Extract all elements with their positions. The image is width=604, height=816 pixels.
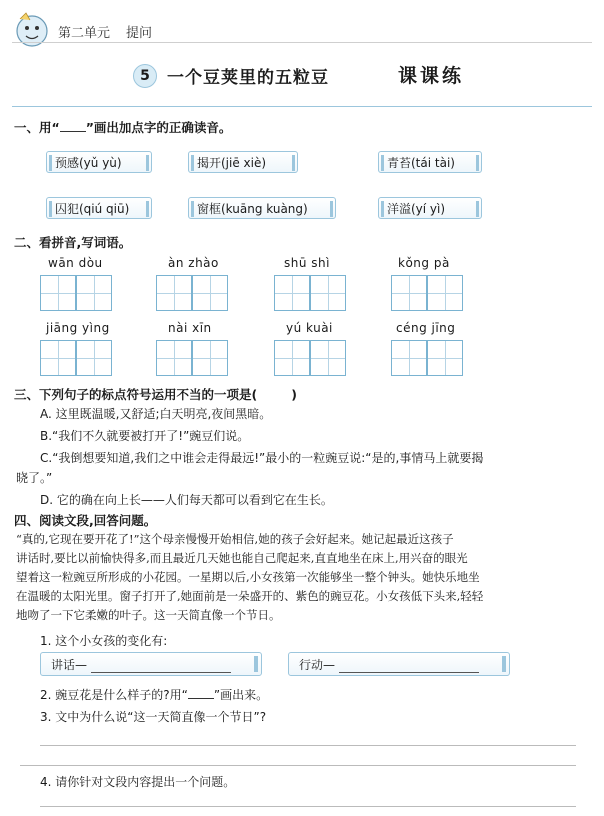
pinyin-prompt: shū shì — [284, 256, 330, 270]
question-2-prefix: 2. 豌豆花是什么样子的?用“ — [40, 688, 188, 702]
passage-line: 在温暖的太阳光里。窗子打开了,她面前是一朵盛开的、紫色的豌豆花。小女孩低下头来,轻轻 — [16, 589, 484, 603]
pinyin-choice-box[interactable] — [46, 197, 152, 219]
option-c-continued: 晓了。” — [16, 471, 53, 485]
answer-writing-line[interactable] — [20, 765, 576, 766]
passage-line: “真的,它现在要开花了!”这个母亲慢慢开始相信,她的孩子会好起来。她记起最近这孩子 — [16, 532, 454, 546]
answer-box-speech[interactable] — [40, 652, 262, 676]
option-c: C.“我倒想要知道,我们之中谁会走得最远!”最小的一粒豌豆说:“是的,事情马上就要揭 — [40, 451, 484, 465]
section3-title — [14, 385, 297, 403]
question-4: 4. 请你针对文段内容提出一个问题。 — [40, 775, 236, 789]
section1-title-suffix: ”画出加点字的正确读音。 — [85, 120, 232, 135]
section1-title — [14, 118, 231, 136]
pinyin-choice-text: 预感(yǔ yù) — [55, 156, 122, 170]
underline-blank — [188, 686, 214, 699]
writing-grid-cell[interactable] — [391, 340, 427, 376]
answer-fill-line[interactable] — [91, 658, 231, 673]
pinyin-choice-box[interactable] — [378, 151, 482, 173]
pinyin-prompt: nài xīn — [168, 321, 212, 335]
writing-grid-cell[interactable] — [274, 340, 310, 376]
writing-grid-cell[interactable] — [274, 275, 310, 311]
mascot-icon — [12, 10, 52, 50]
answer-writing-line[interactable] — [40, 806, 576, 807]
pinyin-choice-box[interactable] — [46, 151, 152, 173]
writing-grid-cell[interactable] — [310, 340, 346, 376]
option-b: B.“我们不久就要被打开了!”豌豆们说。 — [40, 429, 250, 443]
pinyin-choice-text: 囚犯(qiú qiū) — [55, 202, 130, 216]
passage-line: 讲话时,要比以前愉快得多,而且最近几天她也能自己爬起来,直直地坐在床上,用兴奋的眼光 — [16, 551, 468, 565]
answer-box-label: 行动— — [299, 658, 336, 672]
writing-grid-cell[interactable] — [156, 340, 192, 376]
writing-grid-cell[interactable] — [427, 340, 463, 376]
writing-grid-cell[interactable] — [192, 275, 228, 311]
writing-grid-cell[interactable] — [192, 340, 228, 376]
question-2 — [40, 686, 268, 703]
section3-title-end: ) — [291, 387, 297, 402]
question-1: 1. 这个小女孩的变化有: — [40, 634, 168, 648]
section4-title: 四、阅读文段,回答问题。 — [14, 513, 157, 528]
pinyin-choice-box[interactable] — [188, 197, 336, 219]
answer-fill-line[interactable] — [339, 658, 479, 673]
unit-name: 第二单元 — [58, 26, 111, 41]
pinyin-prompt: yú kuài — [286, 321, 333, 335]
question-2-suffix: ”画出来。 — [213, 688, 269, 702]
pinyin-prompt: àn zhào — [168, 256, 219, 270]
underline-blank — [60, 119, 86, 132]
unit-label — [58, 22, 152, 41]
option-d: D. 它的确在向上长——人们每天都可以看到它在生长。 — [40, 493, 333, 507]
lesson-number-badge: 5 — [133, 64, 157, 88]
pinyin-prompt: wān dòu — [48, 256, 103, 270]
writing-grid-cell[interactable] — [76, 340, 112, 376]
writing-grid-cell[interactable] — [427, 275, 463, 311]
section1-title-prefix: 一、用“ — [14, 120, 60, 135]
reading-passage — [16, 530, 590, 625]
answer-box-action[interactable] — [288, 652, 510, 676]
writing-grid-cell[interactable] — [391, 275, 427, 311]
lesson-title: 一个豆荚里的五粒豆 — [167, 68, 329, 88]
writing-grid-cell[interactable] — [40, 275, 76, 311]
option-a: A. 这里既温暖,又舒适;白天明亮,夜间黑暗。 — [40, 407, 272, 421]
answer-writing-line[interactable] — [40, 745, 576, 746]
pinyin-prompt: kǒng pà — [398, 256, 450, 270]
writing-grid-cell[interactable] — [156, 275, 192, 311]
pinyin-choice-box[interactable] — [378, 197, 482, 219]
unit-theme: 提问 — [126, 26, 153, 41]
pinyin-choice-text: 青苔(tái tài) — [387, 156, 455, 170]
header-divider — [12, 42, 592, 43]
question-3: 3. 文中为什么说“这一天简直像一个节日”? — [40, 710, 267, 724]
writing-grid-cell[interactable] — [40, 340, 76, 376]
passage-line: 望着这一粒豌豆所形成的小花园。一星期以后,小女孩第一次能够坐一整个钟头。她快乐地坐 — [16, 570, 480, 584]
brand-title: 课课练 — [398, 65, 465, 87]
answer-box-label: 讲话— — [51, 658, 88, 672]
passage-line: 地吻了一下它柔嫩的叶子。这一天简直像一个节日。 — [16, 608, 281, 622]
pinyin-choice-box[interactable] — [188, 151, 298, 173]
section2-title: 二、看拼音,写词语。 — [14, 235, 132, 250]
pinyin-choice-text: 窗框(kuāng kuàng) — [197, 202, 308, 216]
writing-grid-cell[interactable] — [76, 275, 112, 311]
pinyin-prompt: jiāng yìng — [46, 321, 110, 335]
pinyin-choice-text: 揭开(jiē xiè) — [197, 156, 267, 170]
pinyin-choice-text: 洋溢(yí yì) — [387, 202, 446, 216]
section-divider — [12, 106, 592, 107]
pinyin-prompt: céng jīng — [396, 321, 456, 335]
writing-grid-cell[interactable] — [310, 275, 346, 311]
section3-title-text: 三、下列句子的标点符号运用不当的一项是( — [14, 387, 258, 402]
